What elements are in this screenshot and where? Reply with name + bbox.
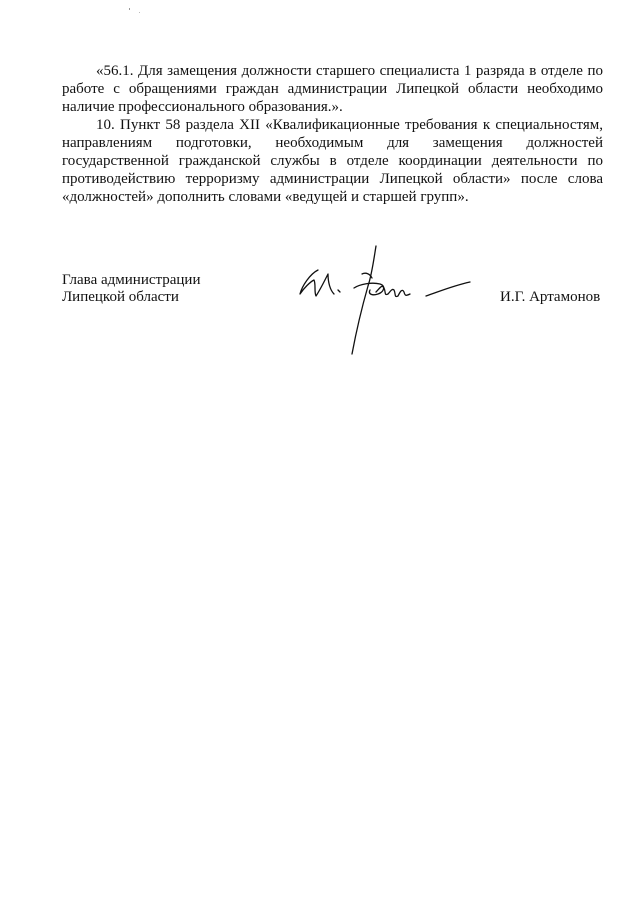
- scan-speck: [139, 12, 140, 13]
- signatory-title-line1: Глава администрации: [62, 272, 201, 288]
- scan-speck: [129, 8, 130, 10]
- paragraph-56-1: «56.1. Для замещения должности старшего специалиста 1 разряда в отделе по работе с обращениями граждан администрации Липецкой области необходимо наличие профессионального образования.».: [62, 63, 603, 115]
- signatory-title: [62, 272, 200, 306]
- signatory-title-line2: Липецкой области: [62, 289, 179, 305]
- handwritten-signature-icon: [292, 244, 482, 358]
- signatory-name: И.Г. Артамонов: [500, 289, 601, 305]
- paragraph-item-10: 10. Пункт 58 раздела XII «Квалификационные требования к специальностям, направлениям подготовки, необходимым для замещения должностей государственной гражданской службы в отделе координации деятельности по противодействию терроризму администрации Липецкой области» после слова «должностей» дополнить словами «ведущей и старшей групп».: [62, 117, 603, 205]
